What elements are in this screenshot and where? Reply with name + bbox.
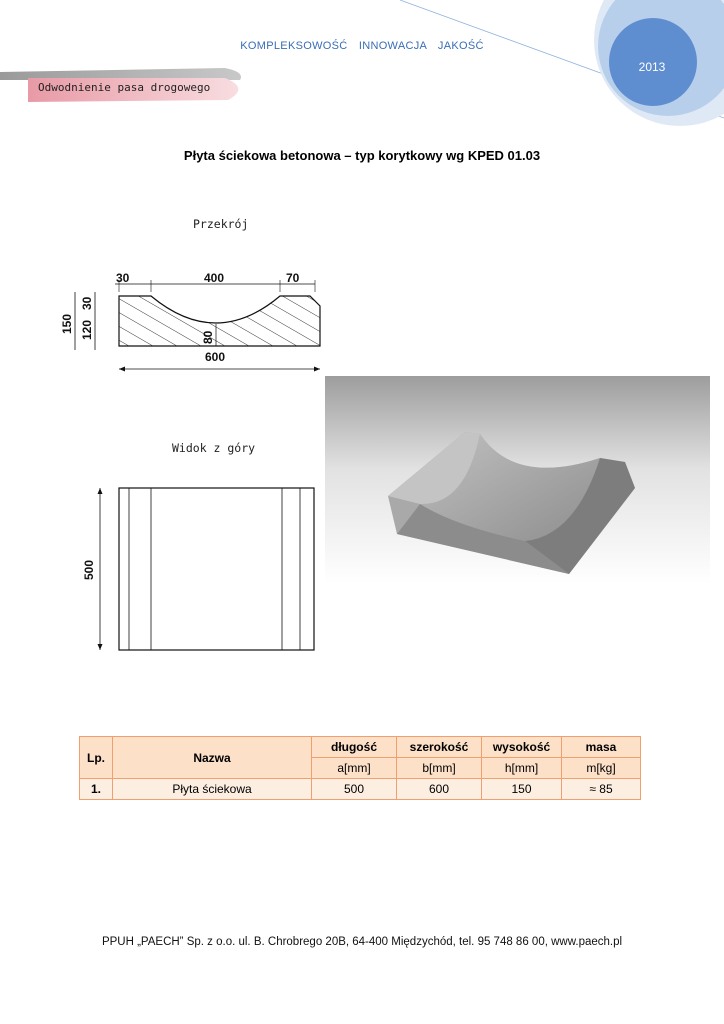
slab-outline <box>119 488 314 650</box>
row-name: Płyta ściekowa <box>113 779 312 800</box>
unit-mass: m[kg] <box>562 758 641 779</box>
section-label: Odwodnienie pasa drogowego <box>38 81 211 94</box>
spec-table <box>79 736 641 800</box>
dim-left: 30 <box>116 271 130 285</box>
dim-depth: 80 <box>201 330 215 344</box>
dim-total-height: 150 <box>60 313 74 334</box>
dim-right: 70 <box>286 271 300 285</box>
table-row <box>80 779 641 800</box>
header-width: szerokość <box>397 737 482 758</box>
slogan: KOMPLEKSOWOŚĆ INNOWACJA JAKOŚĆ <box>240 40 484 52</box>
header-height: wysokość <box>482 737 562 758</box>
product-photo <box>325 376 710 584</box>
cross-section-label: Przekrój <box>193 217 249 231</box>
row-mass: ≈ 85 <box>562 779 641 800</box>
row-width: 600 <box>397 779 482 800</box>
header-length: długość <box>312 737 397 758</box>
dim-middle: 400 <box>204 271 225 285</box>
unit-width: b[mm] <box>397 758 482 779</box>
cross-section-drawing <box>55 262 335 377</box>
top-view-drawing <box>80 480 330 660</box>
dim-width: 600 <box>205 350 226 364</box>
dim-lower-height: 120 <box>80 319 94 340</box>
dim-upper-height: 30 <box>80 296 94 310</box>
header-lp: Lp. <box>80 737 113 779</box>
row-height: 150 <box>482 779 562 800</box>
dim-length: 500 <box>82 559 96 580</box>
top-view-label: Widok z góry <box>172 441 256 455</box>
header-decoration <box>0 0 724 130</box>
row-lp: 1. <box>80 779 113 800</box>
header-name: Nazwa <box>113 737 312 779</box>
table-header-row <box>80 737 641 758</box>
slab-profile <box>119 296 320 346</box>
unit-length: a[mm] <box>312 758 397 779</box>
row-length: 500 <box>312 779 397 800</box>
header-mass: masa <box>562 737 641 758</box>
unit-height: h[mm] <box>482 758 562 779</box>
footer-contact: PPUH „PAECH” Sp. z o.o. ul. B. Chrobrego 20B, 64-400 Międzychód, tel. 95 748 86 00, www.paech.pl <box>101 936 623 948</box>
document-title: Płyta ściekowa betonowa – typ korytkowy wg KPED 01.03 <box>183 148 541 163</box>
year-label: 2013 <box>638 60 666 74</box>
